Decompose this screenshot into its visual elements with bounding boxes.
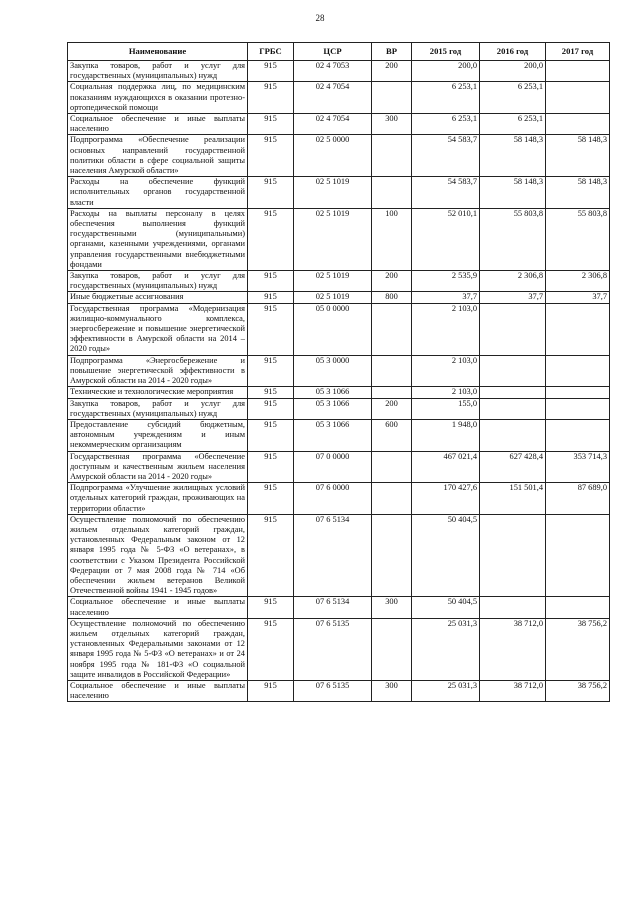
cell-2015: 6 253,1 (412, 114, 480, 135)
cell-csr: 07 6 5135 (294, 618, 372, 680)
cell-vr (372, 135, 412, 177)
table-row (68, 61, 610, 82)
cell-name: Социальное обеспечение и иные выплаты населению (68, 680, 248, 701)
cell-name: Предоставление субсидий бюджетным, автономным учреждениям и иным некоммерческим организациям (68, 419, 248, 451)
cell-grbs: 915 (248, 680, 294, 701)
cell-2017 (546, 387, 610, 398)
table-row (68, 398, 610, 419)
cell-vr: 200 (372, 271, 412, 292)
cell-csr: 07 6 5134 (294, 514, 372, 597)
cell-csr: 02 5 0000 (294, 135, 372, 177)
cell-2017 (546, 398, 610, 419)
cell-2017: 38 756,2 (546, 618, 610, 680)
cell-csr: 02 4 7053 (294, 61, 372, 82)
cell-grbs: 915 (248, 355, 294, 387)
cell-2016: 2 306,8 (480, 271, 546, 292)
cell-csr: 07 0 0000 (294, 451, 372, 483)
cell-2017: 87 689,0 (546, 483, 610, 515)
cell-vr: 100 (372, 208, 412, 270)
header-name: Наименование (68, 43, 248, 61)
cell-2017: 2 306,8 (546, 271, 610, 292)
cell-csr: 02 5 1019 (294, 292, 372, 303)
cell-2016: 38 712,0 (480, 680, 546, 701)
cell-2017: 58 148,3 (546, 135, 610, 177)
cell-grbs: 915 (248, 514, 294, 597)
table-body (68, 61, 610, 702)
cell-2017 (546, 514, 610, 597)
cell-2017 (546, 355, 610, 387)
cell-grbs: 915 (248, 292, 294, 303)
cell-2015: 467 021,4 (412, 451, 480, 483)
cell-2016: 6 253,1 (480, 82, 546, 114)
cell-2017: 58 148,3 (546, 177, 610, 209)
cell-vr (372, 618, 412, 680)
cell-name: Государственная программа «Модернизация жилищно-коммунального комплекса, энергосбережение и повышение энергетической эффективности в Амурской области на 2014 – 2020 годы» (68, 303, 248, 355)
cell-vr (372, 387, 412, 398)
cell-vr: 200 (372, 61, 412, 82)
table-row (68, 483, 610, 515)
table-row (68, 618, 610, 680)
cell-2016: 55 803,8 (480, 208, 546, 270)
cell-2016 (480, 355, 546, 387)
cell-2016: 627 428,4 (480, 451, 546, 483)
cell-2017: 37,7 (546, 292, 610, 303)
cell-grbs: 915 (248, 398, 294, 419)
table-row (68, 387, 610, 398)
cell-grbs: 915 (248, 135, 294, 177)
cell-csr: 02 5 1019 (294, 177, 372, 209)
cell-vr: 600 (372, 419, 412, 451)
cell-vr (372, 483, 412, 515)
cell-grbs: 915 (248, 303, 294, 355)
cell-csr: 05 0 0000 (294, 303, 372, 355)
table-row (68, 135, 610, 177)
cell-name: Подпрограмма «Улучшение жилищных условий отдельных категорий граждан, проживающих на территории области» (68, 483, 248, 515)
cell-2015: 50 404,5 (412, 597, 480, 618)
cell-2017 (546, 61, 610, 82)
cell-grbs: 915 (248, 208, 294, 270)
header-grbs: ГРБС (248, 43, 294, 61)
table-row (68, 177, 610, 209)
cell-vr (372, 355, 412, 387)
cell-csr: 07 6 5134 (294, 597, 372, 618)
cell-name: Закупка товаров, работ и услуг для государственных (муниципальных) нужд (68, 61, 248, 82)
cell-grbs: 915 (248, 451, 294, 483)
cell-2017 (546, 419, 610, 451)
cell-2017: 353 714,3 (546, 451, 610, 483)
cell-2015: 25 031,3 (412, 680, 480, 701)
cell-2015: 50 404,5 (412, 514, 480, 597)
cell-csr: 05 3 1066 (294, 419, 372, 451)
cell-2015: 200,0 (412, 61, 480, 82)
header-csr: ЦСР (294, 43, 372, 61)
cell-csr: 02 5 1019 (294, 271, 372, 292)
table-row (68, 355, 610, 387)
cell-vr (372, 82, 412, 114)
table-row (68, 303, 610, 355)
cell-2015: 37,7 (412, 292, 480, 303)
cell-name: Расходы на выплаты персоналу в целях обеспечения выполнения функций государственными (муниципальными) органами, казенными учреждениями, органами управления государственными внебюджетными фондами (68, 208, 248, 270)
cell-grbs: 915 (248, 61, 294, 82)
cell-2015: 54 583,7 (412, 135, 480, 177)
cell-2017 (546, 303, 610, 355)
cell-vr: 300 (372, 114, 412, 135)
cell-name: Осуществление полномочий по обеспечению жильем отдельных категорий граждан, установленных Федеральным законом от 12 января 1995 года № 5-ФЗ «О ветеранах», в соответствии с Указом Президента Российской Федерации от 7 мая 2008 года № 714 «Об обеспечении жильем ветеранов Великой Отечественной войны 1941 - 1945 годов» (68, 514, 248, 597)
cell-csr: 07 6 5135 (294, 680, 372, 701)
cell-2016: 37,7 (480, 292, 546, 303)
cell-csr: 02 4 7054 (294, 114, 372, 135)
cell-grbs: 915 (248, 114, 294, 135)
table-row (68, 271, 610, 292)
cell-name: Закупка товаров, работ и услуг для государственных (муниципальных) нужд (68, 398, 248, 419)
cell-csr: 02 4 7054 (294, 82, 372, 114)
cell-name: Подпрограмма «Энергосбережение и повышение энергетической эффективности в Амурской области на 2014 - 2020 годы» (68, 355, 248, 387)
table-header-row (68, 43, 610, 61)
cell-grbs: 915 (248, 82, 294, 114)
table-row (68, 597, 610, 618)
cell-vr (372, 303, 412, 355)
cell-vr: 300 (372, 597, 412, 618)
cell-grbs: 915 (248, 271, 294, 292)
header-vr: ВР (372, 43, 412, 61)
cell-csr: 05 3 1066 (294, 398, 372, 419)
cell-2015: 2 103,0 (412, 355, 480, 387)
cell-2015: 52 010,1 (412, 208, 480, 270)
table-row (68, 82, 610, 114)
cell-grbs: 915 (248, 597, 294, 618)
cell-2015: 2 103,0 (412, 387, 480, 398)
cell-vr (372, 451, 412, 483)
cell-csr: 05 3 1066 (294, 387, 372, 398)
cell-2017: 38 756,2 (546, 680, 610, 701)
cell-2017 (546, 114, 610, 135)
cell-vr: 200 (372, 398, 412, 419)
cell-vr (372, 514, 412, 597)
cell-vr: 800 (372, 292, 412, 303)
cell-2016: 200,0 (480, 61, 546, 82)
cell-2016: 151 501,4 (480, 483, 546, 515)
cell-csr: 07 6 0000 (294, 483, 372, 515)
cell-2017: 55 803,8 (546, 208, 610, 270)
cell-name: Социальное обеспечение и иные выплаты населению (68, 114, 248, 135)
cell-2015: 155,0 (412, 398, 480, 419)
cell-name: Социальное обеспечение и иные выплаты населению (68, 597, 248, 618)
cell-name: Закупка товаров, работ и услуг для государственных (муниципальных) нужд (68, 271, 248, 292)
cell-name: Осуществление полномочий по обеспечению жильем отдельных категорий граждан, установленных Федеральными законами от 12 января 1995 года № 5-ФЗ «О ветеранах» и от 24 ноября 1995 года № 181-ФЗ «О социальной защите инвалидов в Российской Федерации» (68, 618, 248, 680)
cell-2015: 2 103,0 (412, 303, 480, 355)
header-2016: 2016 год (480, 43, 546, 61)
cell-name: Социальная поддержка лиц, по медицинским показаниям нуждающихся в оказании протезно-ортопедической помощи (68, 82, 248, 114)
cell-vr: 300 (372, 680, 412, 701)
cell-grbs: 915 (248, 419, 294, 451)
cell-grbs: 915 (248, 177, 294, 209)
cell-2015: 54 583,7 (412, 177, 480, 209)
cell-csr: 02 5 1019 (294, 208, 372, 270)
table-row (68, 208, 610, 270)
table-row (68, 419, 610, 451)
cell-2016 (480, 398, 546, 419)
cell-name: Подпрограмма «Обеспечение реализации основных направлений государственной политики области в сфере социальной защиты населения Амурской области» (68, 135, 248, 177)
header-2015: 2015 год (412, 43, 480, 61)
page-number: 28 (315, 13, 325, 23)
cell-vr (372, 177, 412, 209)
cell-csr: 05 3 0000 (294, 355, 372, 387)
table-row (68, 292, 610, 303)
cell-2015: 6 253,1 (412, 82, 480, 114)
cell-name: Технические и технологические мероприятия (68, 387, 248, 398)
cell-2015: 170 427,6 (412, 483, 480, 515)
budget-table (67, 42, 610, 702)
cell-name: Расходы на обеспечение функций исполнительных органов государственной власти (68, 177, 248, 209)
cell-2017 (546, 82, 610, 114)
cell-grbs: 915 (248, 387, 294, 398)
cell-2016: 6 253,1 (480, 114, 546, 135)
cell-2016 (480, 387, 546, 398)
table-row (68, 114, 610, 135)
cell-2016: 38 712,0 (480, 618, 546, 680)
cell-grbs: 915 (248, 618, 294, 680)
cell-name: Государственная программа «Обеспечение доступным и качественным жильем населения Амурской области на 2014 - 2020 годы» (68, 451, 248, 483)
header-2017: 2017 год (546, 43, 610, 61)
cell-2016: 58 148,3 (480, 177, 546, 209)
table-row (68, 514, 610, 597)
cell-2015: 1 948,0 (412, 419, 480, 451)
cell-2016 (480, 514, 546, 597)
cell-2017 (546, 597, 610, 618)
cell-2016 (480, 419, 546, 451)
table-row (68, 680, 610, 701)
cell-2015: 25 031,3 (412, 618, 480, 680)
cell-grbs: 915 (248, 483, 294, 515)
cell-2015: 2 535,9 (412, 271, 480, 292)
cell-name: Иные бюджетные ассигнования (68, 292, 248, 303)
cell-2016 (480, 597, 546, 618)
table-row (68, 451, 610, 483)
cell-2016 (480, 303, 546, 355)
cell-2016: 58 148,3 (480, 135, 546, 177)
